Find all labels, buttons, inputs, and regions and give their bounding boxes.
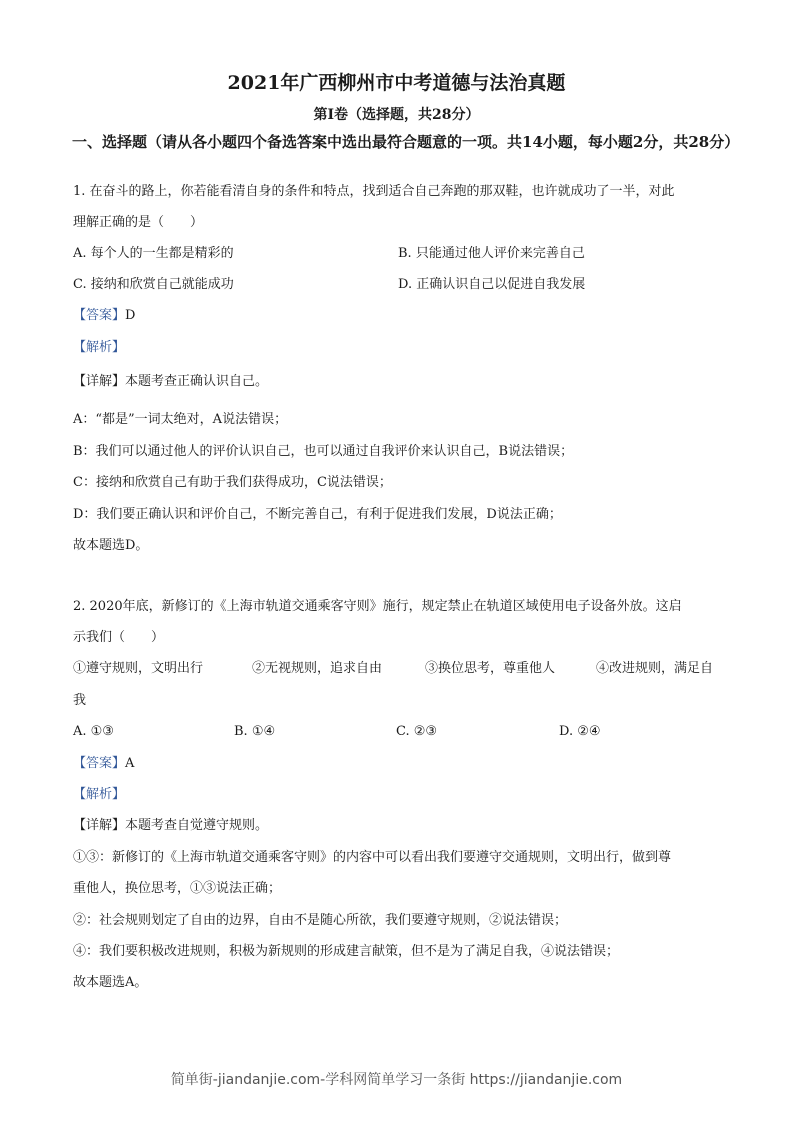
q2-item-2: ②无视规则，追求自由	[252, 661, 383, 676]
q2-item-3: ③换位思考，尊重他人	[425, 661, 556, 676]
answer-tag: 【答案】	[73, 308, 126, 323]
q2-analysis-tag: 【解析】	[73, 787, 126, 802]
q2-explain-2: ②：社会规则划定了自由的边界，自由不是随心所欲，我们要遵守规则，②说法错误；	[73, 913, 568, 928]
footer-watermark: 简单街-jiandanjie.com-学科网简单学习一条街 https://jiandanjie.com	[170, 1072, 623, 1088]
q1-option-c: C. 接纳和欣赏自己就能成功	[73, 277, 234, 292]
detail-tag: 【详解】	[73, 818, 126, 833]
q2-detail	[73, 815, 733, 837]
q2-stem-line2: 示我们（ ）	[73, 630, 165, 645]
q2-answer	[73, 753, 733, 775]
q2-conclusion: 故本题选A。	[73, 975, 148, 990]
q2-option-d: D. ②④	[559, 724, 601, 739]
q2-item-4-cont: 我	[73, 693, 87, 708]
q2-option-b: B. ①④	[234, 724, 276, 739]
section-heading: 一、选择题（请从各小题四个备选答案中选出最符合题意的一项。共14小题，每小题2分，共28分）	[72, 133, 740, 151]
q1-analysis-tag: 【解析】	[73, 340, 126, 355]
q1-stem-line2: 理解正确的是（ ）	[73, 215, 204, 230]
q1-option-d: D. 正确认识自己以促进自我发展	[398, 277, 586, 292]
q1-explain-b: B：我们可以通过他人的评价认识自己，也可以通过自我评价来认识自己，B说法错误；	[73, 444, 574, 459]
q2-item-1: ①遵守规则，文明出行	[73, 661, 204, 676]
page-subtitle: 第Ⅰ卷（选择题，共28分）	[313, 107, 480, 123]
q1-stem-line1: 1. 在奋斗的路上，你若能看清自身的条件和特点，找到适合自己奔跑的那双鞋，也许就成功了一半，对此	[73, 184, 675, 199]
detail-tag: 【详解】	[73, 374, 126, 389]
q1-option-b: B. 只能通过他人评价来完善自己	[398, 246, 585, 261]
q2-option-a: A. ①③	[73, 724, 114, 739]
q1-explain-a: A：“都是”一词太绝对，A说法错误；	[73, 412, 288, 427]
answer-value: D	[125, 308, 136, 323]
q1-explain-c: C：接纳和欣赏自己有助于我们获得成功，C说法错误；	[73, 475, 392, 490]
q1-explain-d: D：我们要正确认识和评价自己，不断完善自己，有利于促进我们发展，D说法正确；	[73, 507, 562, 522]
q2-item-4: ④改进规则，满足自	[596, 661, 714, 676]
q1-conclusion: 故本题选D。	[73, 538, 149, 553]
answer-value: A	[125, 756, 135, 771]
detail-text: 本题考查自觉遵守规则。	[125, 818, 269, 833]
answer-tag: 【答案】	[73, 756, 126, 771]
q1-detail	[73, 371, 733, 393]
q1-option-a: A. 每个人的一生都是精彩的	[73, 246, 234, 261]
page-title: 2021年广西柳州市中考道德与法治真题	[227, 72, 566, 94]
q2-explain-13-line2: 重他人，换位思考，①③说法正确；	[73, 881, 282, 896]
q2-stem-line1: 2. 2020年底，新修订的《上海市轨道交通乘客守则》施行，规定禁止在轨道区域使用电子设备外放。这启	[73, 599, 682, 614]
q2-option-c: C. ②③	[396, 724, 438, 739]
q1-answer	[73, 305, 733, 327]
detail-text: 本题考查正确认识自己。	[125, 374, 269, 389]
q2-explain-13-line1: ①③：新修订的《上海市轨道交通乘客守则》的内容中可以看出我们要遵守交通规则，文明出行，做到尊	[73, 850, 672, 865]
q2-explain-4: ④：我们要积极改进规则，积极为新规则的形成建言献策，但不是为了满足自我，④说法错误；	[73, 944, 620, 959]
